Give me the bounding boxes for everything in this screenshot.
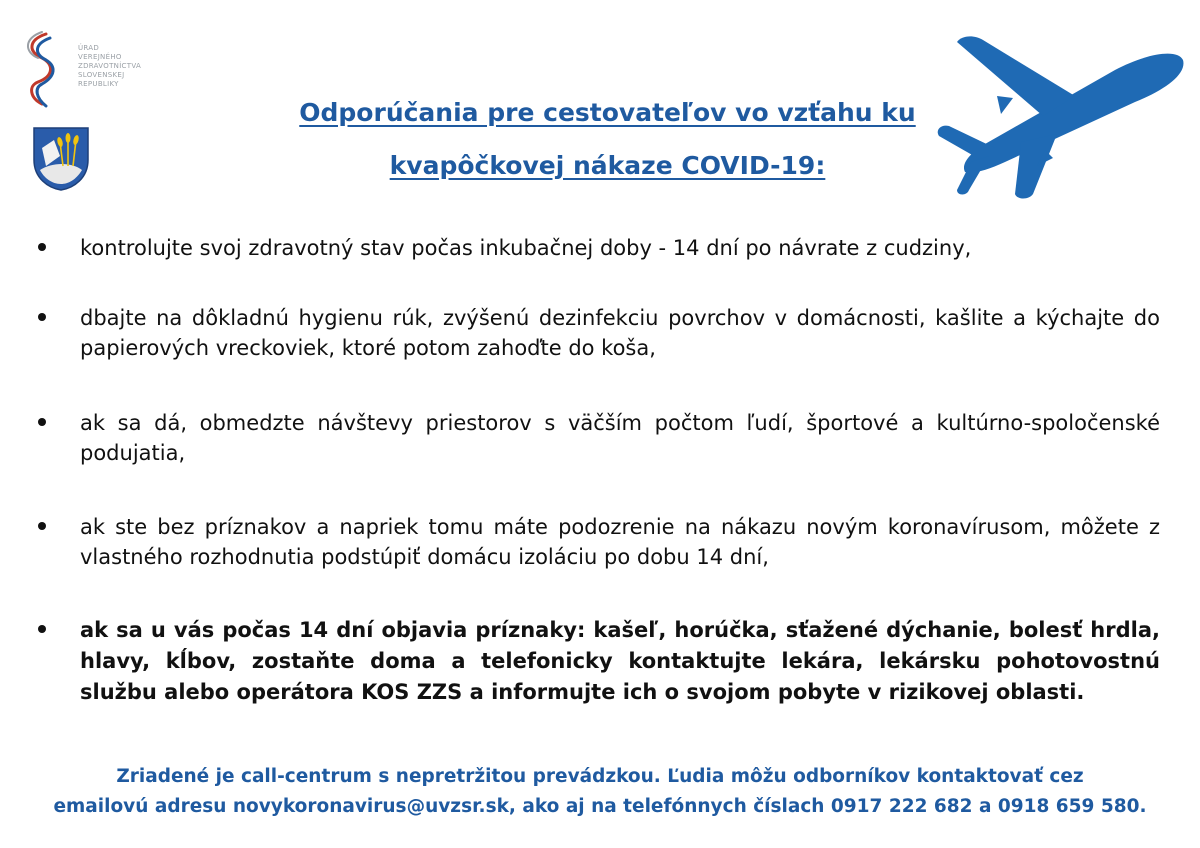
footer-line-2: emailovú adresu novykoronavirus@uvzsr.sk, ako aj na telefónnych číslach 0917 222 682 a 0918 659 580. bbox=[53, 796, 1147, 817]
logo-line: ÚRAD bbox=[78, 44, 100, 52]
list-item-text: ak sa u vás počas 14 dní objavia príznaky: kašeľ, horúčka, sťažené dýchanie, bolesť hrdla, hlavy, kĺbov, zostaňte doma a telefonicky kontaktujte lekára, lekársku pohotovostnú službu alebo operátora KOS ZZS a informujte ich o svojom pobyte v rizikovej oblasti. bbox=[80, 618, 1160, 704]
uvz-logo-text bbox=[78, 44, 141, 89]
title-line-1: Odporúčania pre cestovateľov vo vzťahu ku bbox=[299, 98, 916, 127]
list-item-text: ak sa dá, obmedzte návštevy priestorov s väčším počtom ľudí, športové a kultúrno-spoločenské podujatia, bbox=[80, 411, 1160, 465]
bullet-dot bbox=[38, 418, 46, 426]
logo-line: ZDRAVOTNÍCTVA bbox=[78, 62, 142, 70]
footer-line-1: Zriadené je call-centrum s nepretržitou prevádzkou. Ľudia môžu odborníkov kontaktovať cez bbox=[116, 766, 1084, 787]
bullet-dot bbox=[38, 313, 46, 321]
bullet-dot bbox=[38, 625, 46, 633]
page-title bbox=[200, 86, 1015, 192]
municipal-crest bbox=[32, 126, 90, 197]
uvz-emblem-icon bbox=[24, 30, 58, 110]
list-item-text: dbajte na dôkladnú hygienu rúk, zvýšenú dezinfekciu povrchov v domácnosti, kašlite a kýchajte do papierových vreckoviek, ktoré potom zahoďte do koša, bbox=[80, 306, 1160, 360]
logo-line: REPUBLIKY bbox=[78, 80, 119, 88]
title-line-2: kvapôčkovej nákaze COVID-19: bbox=[389, 151, 826, 180]
contact-footer bbox=[10, 762, 1190, 822]
uvz-logo bbox=[24, 30, 164, 110]
bullet-dot bbox=[38, 522, 46, 530]
municipal-crest-icon bbox=[32, 126, 90, 192]
logo-line: SLOVENSKEJ bbox=[78, 71, 125, 79]
list-item-text: kontrolujte svoj zdravotný stav počas inkubačnej doby - 14 dní po návrate z cudziny, bbox=[80, 236, 972, 260]
list-item-text: ak ste bez príznakov a napriek tomu máte podozrenie na nákazu novým koronavírusom, môžete z vlastného rozhodnutia podstúpiť domácu izoláciu po dobu 14 dní, bbox=[80, 515, 1160, 569]
bullet-dot bbox=[38, 243, 46, 251]
logo-line: VEREJNÉHO bbox=[78, 53, 122, 61]
